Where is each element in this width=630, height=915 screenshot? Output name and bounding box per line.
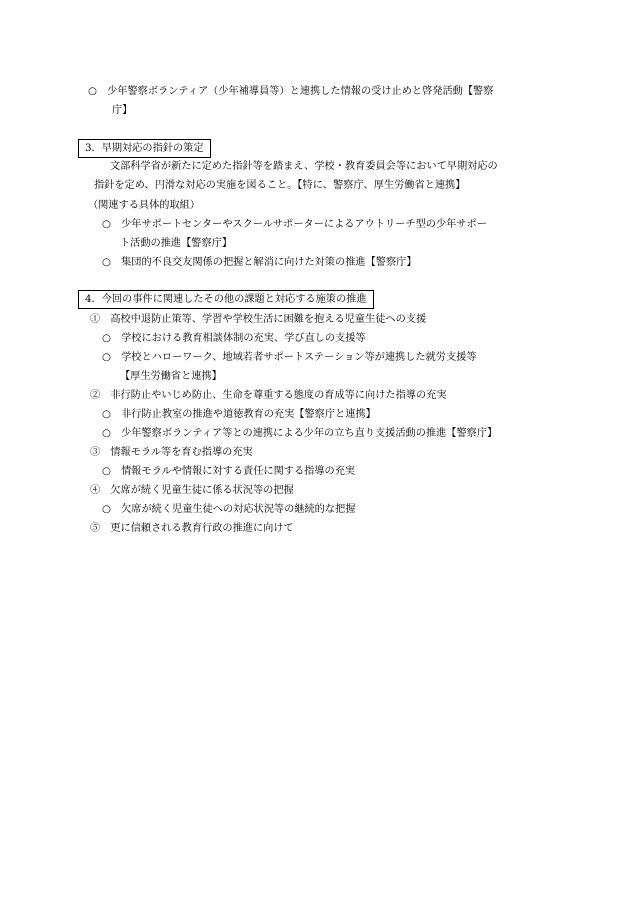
section-4-item-4-sub-1: ○ 欠席が続く児童生徒への対応状況等の継続的な把握: [102, 504, 356, 515]
section-3-heading: 3．早期対応の指針の策定: [78, 139, 211, 158]
section-4-item-2-sub-1: ○ 非行防止教室の推進や道徳教育の充実【警察庁と連携】: [102, 409, 376, 420]
section-4-item-1-sub-2: ○ 学校とハローワーク、地域若者サポートステーション等が連携した就労支援等: [102, 352, 477, 363]
section-3-item-1-line-2: ト活動の推進【警察庁】: [120, 238, 233, 249]
section-4-item-1: ① 高校中退防止策等、学習や学校生活に困難を抱える児童生徒への支援: [90, 314, 427, 325]
section-4-item-5: ⑤ 更に信頼される教育行政の推進に向けて: [90, 523, 294, 534]
section-4-item-1-sub-2-cont: 【厚生労働省と連携】: [120, 371, 222, 382]
section-4-item-3-sub-1: ○ 情報モラルや情報に対する責任に関する指導の充実: [102, 466, 356, 477]
intro-line-1: ○ 少年警察ボランティア（少年補導員等）と連携した情報の受け止めと啓発活動【警察: [88, 86, 494, 97]
section-4-item-1-sub-1: ○ 学校における教育相談体制の充実、学び直しの支援等: [102, 333, 366, 344]
section-3-body-line-2: 指針を定め、円滑な対応の実施を図ること。【特に、警察庁、厚生労働省と連携】: [94, 180, 466, 191]
section-4-heading: 4．今回の事件に関連したその他の課題と対応する施策の推進: [78, 290, 374, 309]
section-3-item-2: ○ 集団的不良交友関係の把握と解消に向けた対策の推進【警察庁】: [102, 257, 417, 268]
section-3-body-line-1: 文部科学省が新たに定めた指針等を踏まえ、学校・教育委員会等において早期対応の: [110, 161, 498, 172]
section-4-item-2: ② 非行防止やいじめ防止、生命を尊重する態度の育成等に向けた指導の充実: [90, 390, 447, 401]
section-4-item-4: ④ 欠席が続く児童生徒に係る状況等の把握: [90, 485, 294, 496]
section-3-item-1-line-1: ○ 少年サポートセンターやスクールサポーターによるアウトリーチ型の少年サポー: [102, 219, 487, 230]
section-3-related-label: （関連する具体的取組）: [88, 200, 201, 211]
section-4-item-2-sub-2: ○ 少年警察ボランティア等との連携による少年の立ち直り支援活動の推進【警察庁】: [102, 428, 498, 439]
intro-line-2: 庁】: [112, 105, 133, 116]
section-4-item-3: ③ 情報モラル等を育む指導の充実: [90, 447, 253, 458]
